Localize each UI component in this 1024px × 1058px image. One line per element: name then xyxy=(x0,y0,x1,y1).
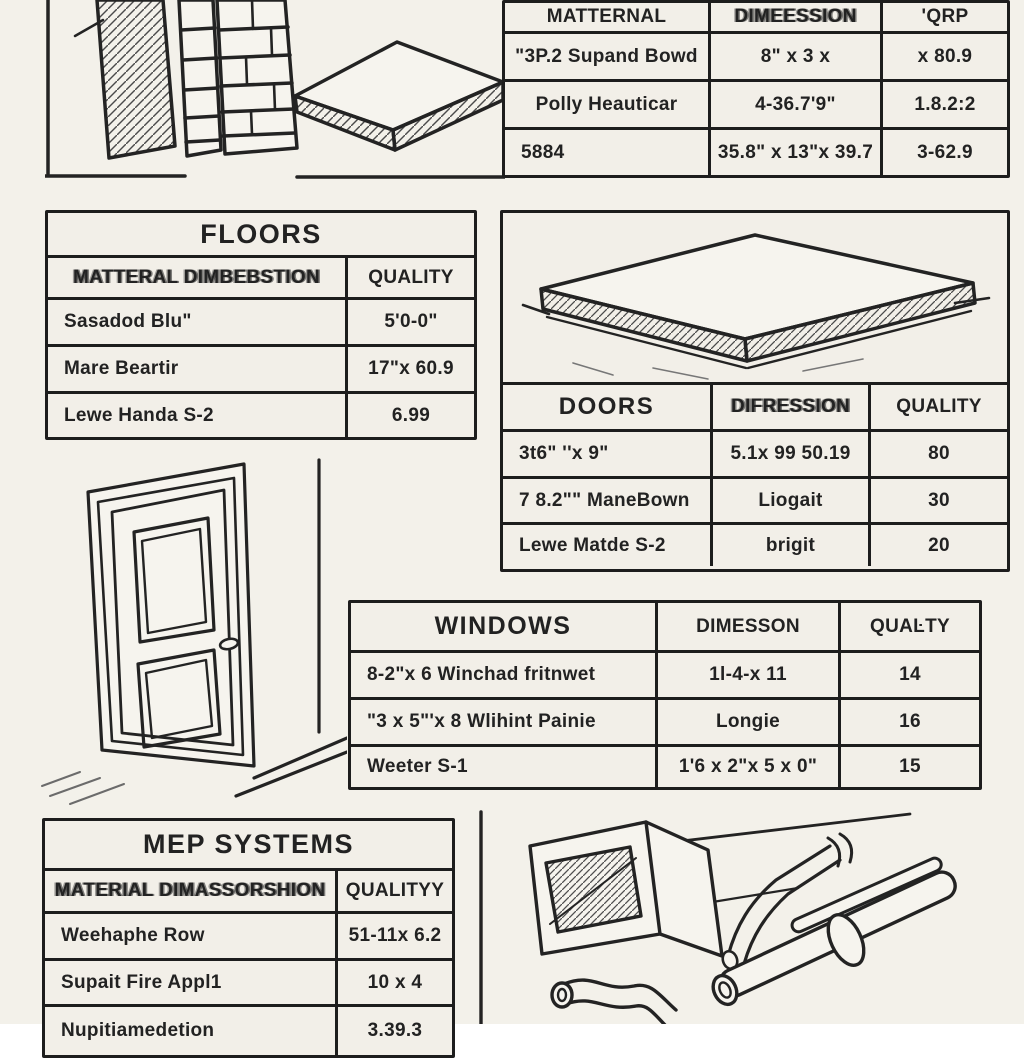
cell: 30 xyxy=(928,489,950,511)
windows-table xyxy=(348,600,982,790)
cell: 15 xyxy=(899,756,921,777)
cell: 7 8.2"" ManeBown xyxy=(503,479,713,522)
doors-header-quality: QUALITY xyxy=(896,396,982,417)
doors-title: DOORS xyxy=(503,385,713,429)
table-row xyxy=(45,961,452,1007)
mep-title: MEP SYSTEMS xyxy=(142,829,355,859)
materials-header-dimension: DIMEESSION xyxy=(711,3,883,31)
two-panel-door-sketch xyxy=(22,448,347,813)
cell: Liogait xyxy=(713,479,871,522)
table-row xyxy=(503,432,1007,479)
cell: Mare Beartir xyxy=(48,347,348,391)
cell: Nupitiamedetion xyxy=(45,1007,338,1055)
cell: 35.8" x 13"x 39.7 xyxy=(711,130,883,175)
cell: 17"x 60.9 xyxy=(368,358,454,379)
floors-header-quality: QUALITY xyxy=(368,266,454,288)
materials-header-material: MATTERNAL xyxy=(505,3,711,31)
table-row xyxy=(503,525,1007,566)
cell: x 80.9 xyxy=(917,45,973,67)
cell: 8-2"x 6 Winchad fritnwet xyxy=(351,653,658,697)
floor-slab-sketch xyxy=(503,213,1007,382)
cell: Lewe Matde S-2 xyxy=(503,525,713,566)
cell: 8" x 3 x xyxy=(711,34,883,79)
table-row xyxy=(48,347,474,394)
table-row xyxy=(45,914,452,961)
table-row xyxy=(503,479,1007,525)
masonry-wall-corner-sketch xyxy=(45,0,505,180)
cell: 10 x 4 xyxy=(367,971,423,993)
cell: 3-62.9 xyxy=(917,141,973,163)
table-row xyxy=(48,300,474,347)
cell: 16 xyxy=(899,711,921,732)
cell: 1l-4-x 11 xyxy=(658,653,841,697)
table-row xyxy=(505,82,1007,130)
cell: 5884 xyxy=(505,130,711,175)
table-row xyxy=(351,747,979,787)
cell: Polly Heauticar xyxy=(505,82,711,127)
table-row xyxy=(351,653,979,700)
cell: 5.1x 99 50.19 xyxy=(713,432,871,476)
cell: 3.39.3 xyxy=(367,1020,423,1041)
table-row xyxy=(505,34,1007,82)
floors-title: FLOORS xyxy=(200,218,322,249)
cell: Supait Fire Appl1 xyxy=(45,961,338,1004)
cell: 1'6 x 2"x 5 x 0" xyxy=(658,747,841,787)
cell: "3P.2 Supand Bowd xyxy=(505,34,711,79)
cell: 1.8.2:2 xyxy=(914,93,976,115)
cell: Weehaphe Row xyxy=(45,914,338,958)
floors-header-material-dimension: MATTERAL DIMBEBSTION xyxy=(48,258,348,297)
doors-table xyxy=(500,210,1010,572)
cell: 4-36.7'9" xyxy=(711,82,883,127)
materials-table xyxy=(502,0,1010,178)
table-row xyxy=(45,1007,452,1055)
duct-and-pipes-sketch xyxy=(478,806,1024,1024)
cell: 14 xyxy=(899,664,921,685)
cell: brigit xyxy=(713,525,871,566)
cell: 5'0-0" xyxy=(384,311,438,332)
cell: 6.99 xyxy=(391,404,431,426)
cell: 51-11x 6.2 xyxy=(348,925,442,946)
materials-header-qrp: 'QRP xyxy=(921,6,969,27)
cell: Weeter S-1 xyxy=(351,747,658,787)
table-row xyxy=(48,394,474,437)
windows-title: WINDOWS xyxy=(351,603,658,650)
mep-table xyxy=(42,818,455,1058)
cell: 80 xyxy=(928,443,950,464)
cell: Lewe Handa S-2 xyxy=(48,394,348,437)
floors-table xyxy=(45,210,477,440)
cell: 3t6" ''x 9" xyxy=(503,432,713,476)
windows-header-quality: QUAĿTY xyxy=(870,615,950,637)
cell: Longie xyxy=(658,700,841,744)
table-row xyxy=(505,130,1007,175)
mep-header-quality: QUALITYY xyxy=(345,880,445,901)
cell: Sasadod Blu" xyxy=(48,300,348,344)
mep-header-material-dimension: MATERIAL DIMASSORSHION xyxy=(45,871,338,911)
cell: 20 xyxy=(928,534,950,556)
doors-header-dimension: DIFRESSION xyxy=(713,385,871,429)
table-row xyxy=(351,700,979,747)
windows-header-dimension: DIMESSON xyxy=(658,603,841,650)
cell: "3 x 5"'x 8 Wlihint Painie xyxy=(351,700,658,744)
